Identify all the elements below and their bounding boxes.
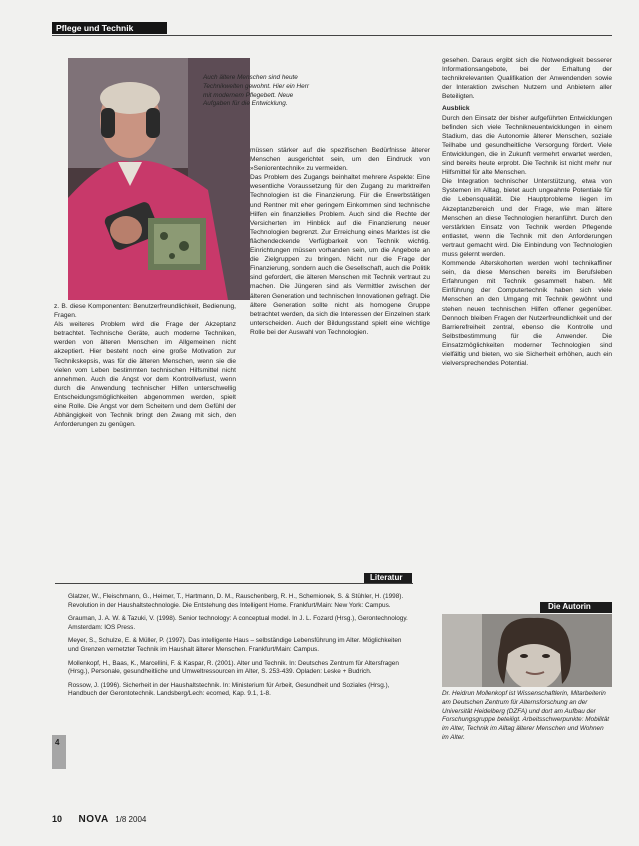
issue-number: 1/8 2004 — [115, 815, 147, 824]
literature-entry: Mollenkopf, H., Baas, K., Marcellini, F. & Kaspar, R. (2001). Alter und Technik. In: Deutsches Zentrum für Altersfragen (Hrsg.), Personale, gesundheitliche und Umweltressourcen im Alter, S. 253-439. Opladen: Leske + Budrich. — [68, 659, 399, 676]
section-header-label: Pflege und Technik — [56, 23, 134, 33]
article-paragraph: gesehen. Daraus ergibt sich die Notwendigkeit besserer Informationsangebote, bei der Erhaltung der technikrelevanten Qualifikation der Anwendenden sowie der Interaktion zwischen Nutzern und Anbietern aller Beteiligten. — [442, 57, 612, 101]
literature-label-text: Literatur — [370, 573, 403, 582]
literature-entry: Meyer, S., Schulze, E. & Müller, P. (1997). Das intelligente Haus – selbständige Lebensführung im Alter. Möglichkeiten und Grenzen vernetzter Technik im Haushalt älterer Menschen. Frankfurt/Main: Campus. — [68, 637, 402, 653]
literature-entry: Glatzer, W., Fleischmann, G., Heimer, T., Hartmann, D. M., Rauschenberg, R. H., Schemionek, S. & Stühler, H. (1998). Revolution in der Haushaltstechnologie. Die Entstehung des Intelligent Home. Frankfurt/Main: New York: Campus. — [68, 593, 404, 609]
article-paragraph: Durch den Einsatz der bisher aufgeführten Entwicklungen befinden sich viele Technikneuentwicklungen in einem Stadium, das die Autonomie älterer Menschen, soziale Teilhabe und gesundheitliche Versorgung fördert. Viele Entwicklungen, die in Zukunft vermehrt erwartet werden, sind bereits heute erprobt. Die Technik ist nicht mehr nur Hilfsmittel für alte Menschen. — [442, 114, 612, 177]
article-paragraph: Kommende Alterskohorten werden wohl technikaffiner sein, da diese Menschen bereits im Berufsleben Erfahrungen mit Technik gesammelt haben. Mit Einführung der Computertechnik haben sich viele Menschen an den Umgang mit Technik gewöhnt und stehen neuen technischen Hilfen offener gegenüber. Dennoch bleiben Fragen der Nutzerfreundlichkeit und der Barrierefreiheit zentral, ebenso die Kontrolle und Selbstbestimmung für die Anwender. Die Einsatzmöglichkeiten moderner Technologien sind vielfältig und bieten, wo sie Sicherheit erhöhen, auch ein vielversprechendes Potential. — [442, 260, 612, 368]
author-photo — [442, 614, 612, 687]
page-number: 10 — [52, 814, 63, 824]
literature-entry: Grauman, J. A. W. & Tazuki, V. (1998). Senior technology: A conceptual model. In J. L. Fozard (Hrsg.), Gerontechnology. Amsterdam: IOS Press. — [68, 615, 408, 631]
section-header — [52, 22, 167, 34]
author-portrait — [442, 614, 612, 687]
article-paragraph: Als weiteres Problem wird die Frage der Akzeptanz betrachtet. Technische Geräte, auch moderne Techniken, werden von älteren Menschen im Allgemeinen nicht akzeptiert. Hier besteht noch eine große Motivation zur Technikskepsis, was für die älteren Menschen, wenn sie die vielen vom Leben bestimmten technischen Hilfsmittel nicht annehmen. Auch die Angst vor dem Kontrollverlust, wenn durch die Anwendung technischer Hilfen unterschwellig Entscheidungsmöglichkeiten abgenommen werden, spielt eine Rolle. Die Angst vor dem Scheitern und dem Gefühl der Abhängigkeit von Technik bringt den Zwang mit sich, den Anforderungen zu genügen. — [54, 321, 236, 429]
column-right — [442, 56, 612, 368]
article-paragraph: Das Problem des Zugangs beinhaltet mehrere Aspekte: Eine wesentliche Voraussetzung für den Zugang zu marktreifen Technologien ist die Finanzierung. Für die Erwerbstätigen und Rentner mit eher geringem Einkommen sind technische Hilfen ein finanzielles Problem. Auch sind die Rechte der Versicherten im Hinblick auf die Finanzierung neuer Technologien begrenzt. Zur Erreichung eines Marktes ist die flächendeckende Verfügbarkeit von Technik wichtig. Einrichtungen müssen vorhanden sein, um die Angebote an die Zielgruppen zu bringen. Nicht nur die Frage der Finanzierung, sondern auch die Gesellschaft, auch die Politik sind gefordert, die älteren Menschen mit Technik vertraut zu machen. Die Jüngeren sind als Vermittler zwischen der älteren Generation und technischen Innovationen gefragt. Die ältere Generation sollte nicht als homogene Gruppe betrachtet werden, da sich die Interessen der Einzelnen stark unterscheiden. Auch der Bildungsstand spielt eine wichtige Rolle bei der Auswahl von Technologien. — [250, 174, 430, 336]
page-margin-mark — [52, 735, 66, 769]
photo-caption: Auch ältere Menschen sind heute Technikwelten gewohnt. Hier ein Herr mit modernem Pflegebett. Neue Aufgaben für die Entwicklung. — [203, 74, 309, 108]
author-bio: Dr. Heidrun Mollenkopf ist Wissenschaftlerin, Mitarbeiterin am Deutschen Zentrum für Alternsforschung an der Universität Heidelberg (DZFA) und dort am Aufbau der Forschungsgruppe beteiligt. Arbeitsschwerpunkte: Mobilität im Alter, Technik im Alltag älterer Menschen und Wohnen im Alter. — [442, 690, 610, 741]
column-left — [54, 302, 236, 429]
article-paragraph: Die Integration technischer Unterstützung, etwa von Systemen im Alltag, bietet auch ungeahnte Potentiale für die Lebensqualität. Die Hauptprobleme liegen im Akzeptanzbereich und der Frage, wie man ältere Menschen an diese Technologien heranführt. Durch den verstärkten Einsatz von Technik werden Pflegende entlastet, wenn die Technik mit den Anforderungen vertraut gemacht wird. Die Einbindung von Technologien muss gelernt werden. — [442, 178, 612, 258]
literature-entry: Rossow, J. (1996). Sicherheit in der Haushaltstechnik. In: Ministerium für Arbeit, Gesundheit und Soziales (Hrsg.), Handbuch der Gerontotechnik. Landsberg/Lech: ecomed, Kap. 9.1, 1-8. — [68, 681, 390, 698]
article-paragraph: müssen stärker auf die spezifischen Bedürfnisse älterer Menschen ausgerichtet sein, um den Eindruck von »Seniorentechnik« zu vermeiden. — [250, 147, 430, 173]
magazine-name: NOVA — [78, 814, 109, 825]
author-label — [540, 602, 612, 613]
page-footer — [52, 814, 146, 825]
page-margin-glyph: 4 — [55, 738, 60, 747]
literature-list — [68, 593, 411, 704]
column-middle — [250, 146, 430, 337]
header-rule — [52, 35, 612, 36]
literature-rule — [55, 583, 413, 584]
article-paragraph: z. B. diese Komponenten: Benutzerfreundlichkeit, Bedienung, Fragen. — [54, 303, 236, 320]
section-heading: Ausblick — [442, 105, 470, 113]
author-label-text: Die Autorin — [548, 602, 591, 611]
